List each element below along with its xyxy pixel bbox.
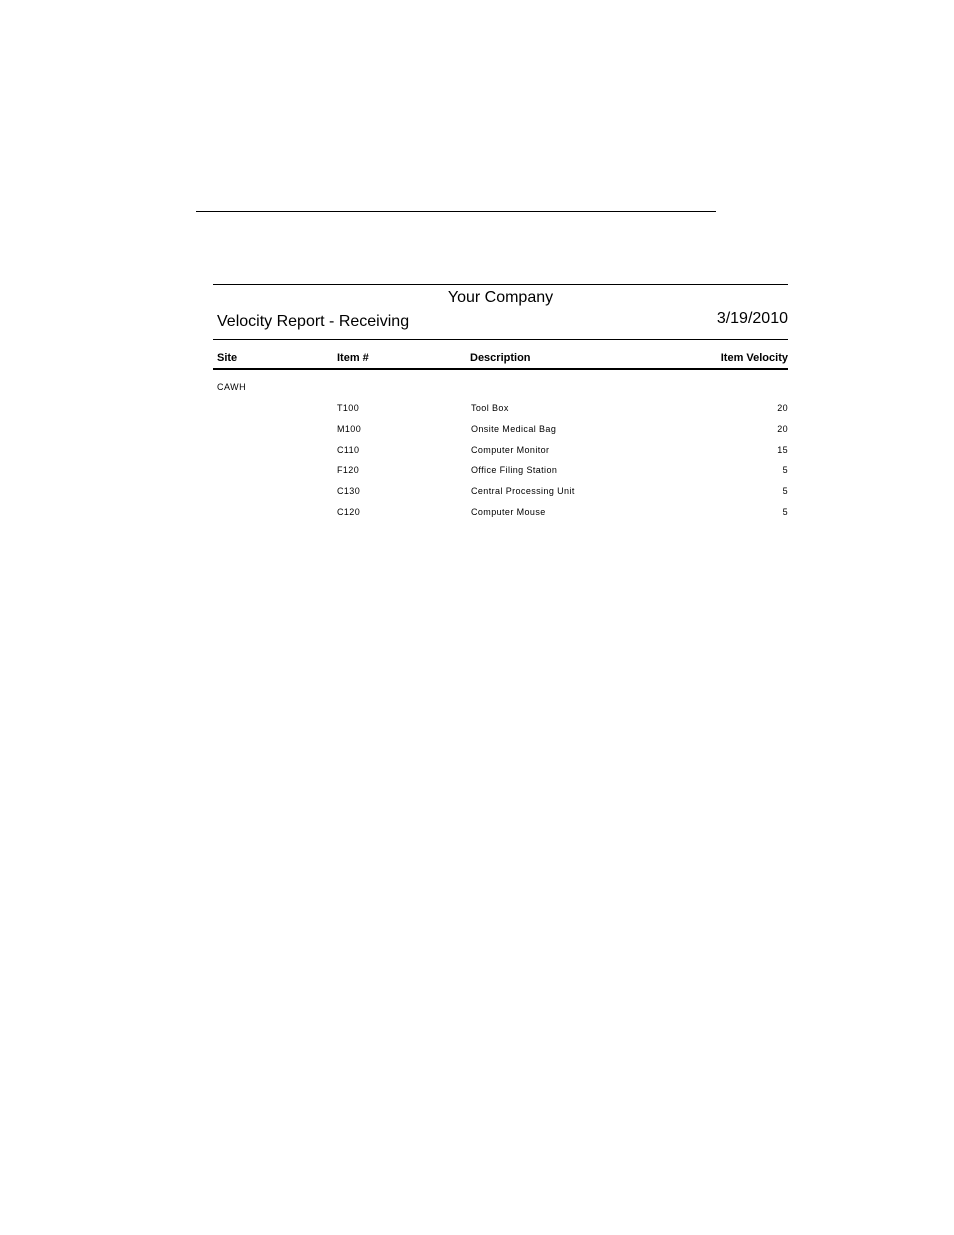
cell-velocity: 5	[782, 486, 788, 497]
cell-item: C110	[337, 444, 360, 455]
report-rows	[213, 398, 788, 523]
cell-item: M100	[337, 423, 362, 434]
table-row	[213, 419, 788, 440]
velocity-report	[213, 284, 788, 523]
report-date: 3/19/2010	[716, 310, 788, 327]
site-group-row	[213, 370, 788, 390]
page-top-rule	[196, 211, 716, 212]
cell-description: Onsite Medical Bag	[471, 423, 557, 434]
report-title: Velocity Report - Receiving	[217, 313, 410, 330]
cell-item: C130	[337, 486, 361, 497]
table-row	[213, 460, 788, 481]
cell-description: Computer Monitor	[471, 444, 550, 455]
cell-description: Computer Mouse	[471, 506, 546, 517]
cell-description: Tool Box	[471, 403, 509, 413]
cell-description: Central Processing Unit	[471, 486, 575, 497]
column-header-velocity: Item Velocity	[720, 352, 788, 364]
table-row	[213, 481, 788, 502]
column-header-site: Site	[217, 352, 238, 364]
cell-item: F120	[337, 465, 360, 476]
cell-item: C120	[337, 506, 361, 517]
column-header-description: Description	[470, 352, 531, 364]
table-row	[213, 502, 788, 523]
cell-velocity: 20	[777, 403, 788, 413]
cell-velocity: 5	[782, 506, 788, 517]
cell-description: Office Filing Station	[471, 465, 558, 476]
site-group-label: CAWH	[217, 382, 247, 392]
cell-item: T100	[337, 403, 360, 413]
cell-velocity: 15	[777, 444, 788, 455]
cell-velocity: 5	[782, 465, 788, 476]
table-row	[213, 440, 788, 461]
company-name: Your Company	[447, 289, 554, 306]
table-row	[213, 398, 788, 419]
report-header	[213, 284, 788, 340]
cell-velocity: 20	[777, 423, 788, 434]
column-headers	[213, 340, 788, 370]
column-header-item: Item #	[337, 352, 369, 364]
